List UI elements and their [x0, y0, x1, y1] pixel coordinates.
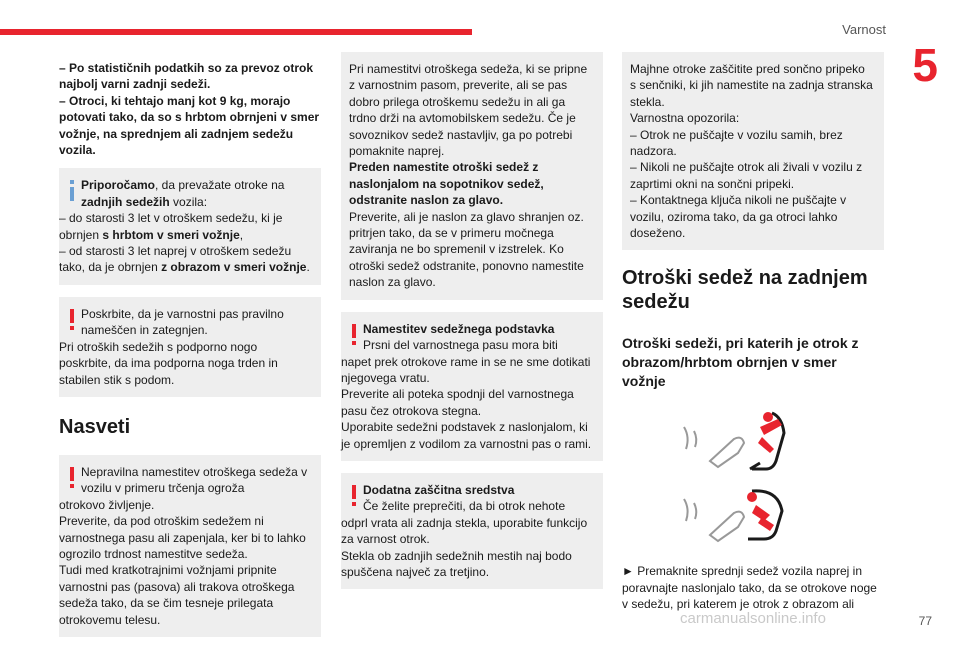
warning-icon: [67, 467, 77, 487]
column-left: [59, 52, 321, 649]
rear-facing-child-seat-icon: [684, 412, 784, 469]
page-number: 77: [918, 614, 932, 628]
info-list: – do starosti 3 let v otroškem sedežu, ki je obrnjen s hrbtom v smeri vožnje, – od starosti 3 let naprej v otroškem sedežu tako, da je obrnjen z obrazom v smeri vožnje.: [59, 211, 310, 275]
child-seat-diagram: [622, 409, 884, 549]
column-middle: [341, 52, 603, 601]
warning-text-rest: odprl vrata ali zadnja stekla, uporabite funkcijo za varnost otrok. Stekla ob zadnjih sedežnih mestih naj bodo spuščena največ za tretjino.: [341, 515, 588, 579]
warning-text-first: Prsni del varnostnega pasu mora biti: [363, 338, 558, 353]
note-text: Pri namestitvi otroškega sedeža, ki se pripne z varnostnim pasom, preverite, ali se pas dobro prilega otroškemu sedežu in ali ga trdno drži na avtomobilskem sedežu. Če je sovoznikov sedež nastavljiv, ga po potrebi pomaknite naprej.: [349, 62, 588, 159]
warning-title: Namestitev sedežnega podstavka: [363, 321, 555, 336]
note-text: Majhne otroke zaščitite pred sončno pripeko s senčniki, ki jih namestite na zadnja stranska stekla. Varnostna opozorila: – Otrok ne puščajte v vozilu samih, brez nadzora. – Nikoli ne puščajte otrok ali živali v vozilu z zaprtimi okni na sončni pripeki. – Kontaktnega ključa nikoli ne puščajte v vozilu, oziroma tako, da ga otroci lahko doseženo.: [630, 62, 873, 241]
forward-facing-child-seat-icon: [684, 491, 782, 541]
note-text-2: Preverite, ali je naslon za glavo shranjen oz. pritrjen tako, da se v primeru močnega zaviranja ne bo spremenil v izstrelek. Ko otroški sedež odstranite, ponovno namestite naslon za glavo.: [349, 209, 584, 290]
warning-icon: [349, 324, 359, 344]
warning-text-first: Če želite preprečiti, da bi otrok nehote: [363, 499, 566, 514]
warning-text-rest: Pri otroških sedežih s podporno nogo poskrbite, da ima podporna noga trden in stabilen stik s podom.: [59, 339, 278, 387]
info-text: Priporočamo, da prevažate otroke na zadnjih sedežih vozila:: [81, 178, 285, 209]
instruction-text: ► Premaknite sprednji sedež vozila naprej in poravnajte naslonjalo tako, da se otrokove noge v sedežu, pri katerem je otrok z obrazom ali: [622, 564, 877, 612]
warning-title: Dodatna zaščitna sredstva: [363, 482, 515, 497]
chapter-progress-bar: [0, 29, 472, 35]
info-box: [59, 168, 321, 284]
warning-box-booster: [341, 312, 603, 461]
warning-icon: [349, 485, 359, 505]
column-right: [622, 52, 884, 613]
subsection-heading: Otroški sedeži, pri katerih je otrok z obrazom/hrbtom obrnjen v smer vožnje: [622, 335, 859, 390]
warning-text-first: Poskrbite, da je varnostni pas pravilno nameščen in zategnjen.: [81, 306, 284, 338]
warning-box-installation: [59, 455, 321, 637]
info-icon: [67, 180, 77, 200]
note-box-sun-protection: [622, 52, 884, 250]
section-title: Varnost: [842, 22, 886, 37]
warning-text-first: Nepravilna namestitev otroškega sedeža v vozilu v primeru trčenja ogroža: [81, 464, 308, 496]
warning-icon: [67, 309, 77, 329]
intro-paragraph: [59, 60, 321, 158]
note-bold: Preden namestite otroški sedež z naslonjalom na sopotnikov sedež, odstranite naslon za glavo.: [349, 160, 544, 208]
child-seat-illustration: [622, 409, 884, 549]
warning-text-rest: napet prek otrokove rame in se ne sme dotikati njegovega vratu. Preverite ali poteka spodnji del varnostnega pasu čez otrokova stegna. Uporabite sedežni podstavek z naslonjalom, ki je opremljen z vodilom za varnostni pas o rami.: [341, 354, 592, 451]
intro-line-1: – Po statističnih podatkih so za prevoz otrok najbolj varni zadnji sedeži.: [59, 61, 314, 92]
section-heading-tips: Nasveti: [59, 415, 131, 438]
watermark: carmanualsonline.info: [680, 610, 826, 627]
warning-box-child-lock: [341, 473, 603, 589]
section-heading-rear-seat: Otroški sedež na zadnjem sedežu: [622, 267, 868, 314]
note-box-seat-belt-fit: [341, 52, 603, 300]
warning-box-seatbelt: [59, 297, 321, 397]
intro-line-2: – Otroci, ki tehtajo manj kot 9 kg, morajo potovati tako, da so s hrbtom obrnjeni v smer vožnje, na sprednjem ali zadnjem sedežu vozila.: [59, 93, 320, 158]
warning-text-rest: otrokovo življenje. Preverite, da pod otroškim sedežem ni varnostnega pasu ali zapenjala, ker bi to lahko ogrozilo trdnost namestitve sedeža. Tudi med kratkotrajnimi vožnjami pripnite varnostni pas (pasova) ali trakova otroškega sedeža tako, da se čim tesneje prilegata otrokovemu telesu.: [59, 497, 306, 627]
chapter-number: 5: [912, 39, 938, 91]
